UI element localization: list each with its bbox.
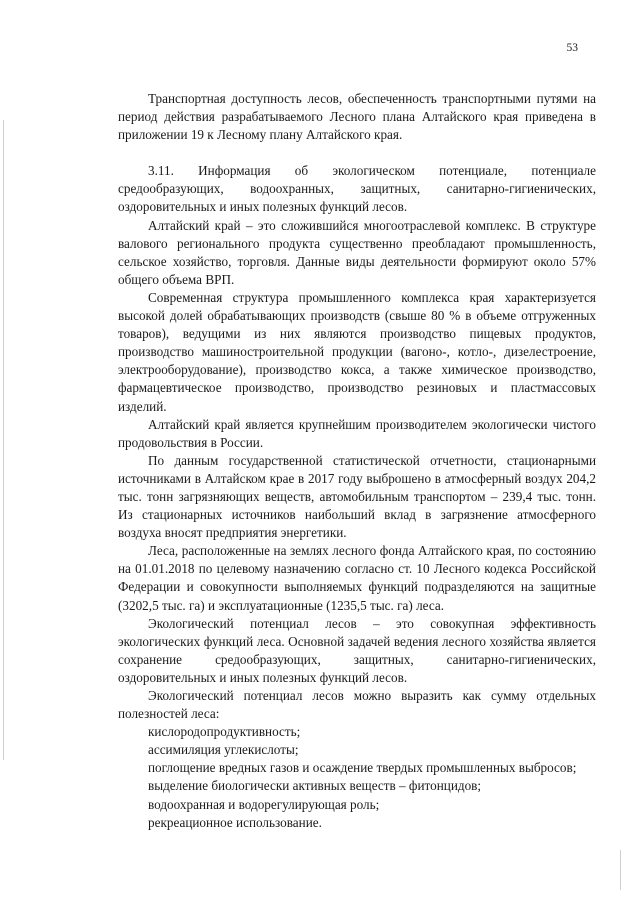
list-item: рекреационное использование.	[148, 814, 322, 830]
paragraph-potential-sum: Экологический потенциал лесов можно выразить как сумму отдельных полезностей леса:	[118, 688, 596, 722]
paragraph-food-producer: Алтайский край является крупнейшим производителем экологически чистого продовольствия в России.	[118, 416, 596, 450]
scan-edge-right	[620, 850, 621, 890]
list-item: выделение биологически активных веществ – фитонцидов;	[148, 778, 482, 794]
list-item: кислородопродуктивность;	[148, 724, 301, 740]
list-item: ассимиляция углекислоты;	[148, 742, 299, 758]
paragraph-transport-access: Транспортная доступность лесов, обеспеченность транспортными путями на период действия разрабатываемого Лесного плана Алтайского края приведена в приложении 19 к Лесному плану Алтайского края.	[118, 91, 596, 143]
document-body	[118, 90, 596, 832]
scan-edge-left	[3, 120, 4, 760]
paragraph-industry-structure: Современная структура промышленного комплекса края характеризуется высокой долей обрабатывающих производств (свыше 80 % в объеме отгруженных товаров), ведущими из них являются производство пищевых продуктов, производство машиностроительной продукции (вагоно-, котло-, дизелестроение, электрооборудование), производство кокса, а также химическое производство, фармацевтическое производство, производство резиновых и пластмассовых изделий.	[118, 289, 596, 414]
list-item: поглощение вредных газов и осаждение твердых промышленных выбросов;	[148, 760, 577, 776]
paragraph-economy: Алтайский край – это сложившийся многоотраслевой комплекс. В структуре валового регионального продукта существенно преобладают промышленность, сельское хозяйство, торговля. Данные виды деятельности формируют около 57% общего объема ВРП.	[118, 217, 596, 287]
paragraph-gap	[118, 144, 596, 162]
list-item: водоохранная и водорегулирующая роль;	[148, 796, 380, 812]
paragraph-ecological-potential: Экологический потенциал лесов – это совокупная эффективность экологических функций леса. Основной задачей ведения лесного хозяйства является сохранение средообразующих, защитных, санитарно-гигиенических, оздоровительных и иных полезных функций лесов.	[118, 615, 596, 685]
paragraph-emissions: По данным государственной статистической отчетности, стационарными источниками в Алтайском крае в 2017 году выброшено в атмосферный воздух 204,2 тыс. тонн загрязняющих веществ, автомобильным транспортом – 239,4 тыс. тонн. Из стационарных источников наибольший вклад в загрязнение атмосферного воздуха вносят предприятия энергетики.	[118, 452, 596, 541]
section-heading-3-11: 3.11. Информация об экологическом потенциале, потенциале средообразующих, водоохранных, защитных, санитарно-гигиенических, оздоровительных и иных полезных функций лесов.	[118, 163, 596, 215]
page-number: 53	[566, 42, 578, 54]
paragraph-forest-categories: Леса, расположенные на землях лесного фонда Алтайского края, по состоянию на 01.01.2018 по целевому назначению согласно ст. 10 Лесного кодекса Российской Федерации и совокупности выполняемых функций подразделяются на защитные (3202,5 тыс. га) и эксплуатационные (1235,5 тыс. га) леса.	[118, 543, 596, 613]
